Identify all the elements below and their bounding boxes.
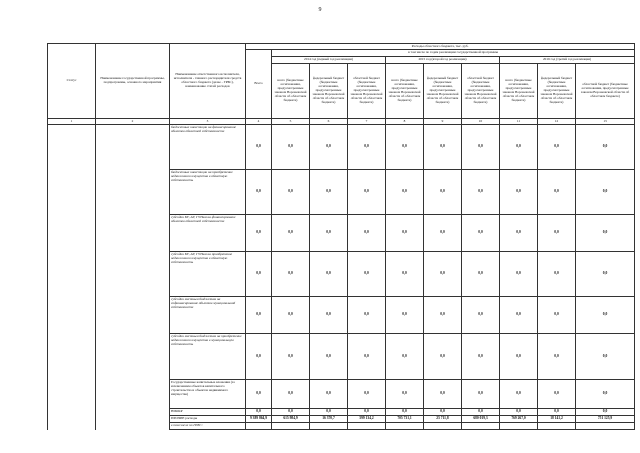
value-cell: 0,0 [500,215,538,252]
program-cell [96,334,170,380]
status-cell [48,215,96,252]
value-cell: 0,0 [462,380,500,409]
value-cell [246,423,272,430]
status-cell [48,334,96,380]
row-label: НИОКР [170,409,246,416]
value-cell: 18 141,2 [538,416,576,423]
value-cell: 0,0 [538,125,576,170]
status-cell [48,423,96,430]
value-cell: 0,0 [500,409,538,416]
value-cell: 0,0 [348,215,386,252]
value-cell: 0,0 [538,334,576,380]
header-y3-federal: федеральный бюджет (бюджетные ассигнования, предусмотренные законом Воронежской области об областном бюджете) [538,64,576,119]
value-cell [424,423,462,430]
value-cell: 0,0 [272,297,310,334]
value-cell: 0,0 [462,170,500,215]
table-row [48,297,635,334]
value-cell: 0,0 [386,409,424,416]
header-y3-regional: областной бюджет (бюджетные ассигнования, предусмотренные законом Воронежской области об областном бюджете) [576,64,635,119]
status-cell [48,170,96,215]
value-cell: 0,0 [538,297,576,334]
value-cell: 0,0 [348,170,386,215]
value-cell [272,423,310,430]
value-cell: 0,0 [462,215,500,252]
table-row [48,215,635,252]
column-number: 9 [424,119,462,125]
value-cell: 0,0 [310,297,348,334]
column-number: 6 [310,119,348,125]
value-cell: 0,0 [272,409,310,416]
value-cell: 0,0 [310,252,348,297]
value-cell: 705 731,1 [386,416,424,423]
value-cell: 0,0 [424,297,462,334]
header-total: Всего [246,50,272,119]
row-label: бюджетные инвестиции на финансирование объектов областной собственности [170,125,246,170]
value-cell: 0,0 [424,334,462,380]
value-cell: 0,0 [246,409,272,416]
value-cell: 0,0 [576,252,635,297]
table-row [48,170,635,215]
value-cell: 0,0 [310,170,348,215]
value-cell: 25 711,8 [424,416,462,423]
value-cell: 0,0 [386,297,424,334]
status-cell [48,409,96,416]
value-cell: 0,0 [348,380,386,409]
header-y2-regional: областной бюджет (бюджетные ассигнования, предусмотренные законом Воронежской области об областном бюджете) [462,64,500,119]
value-cell: 0,0 [424,380,462,409]
value-cell [538,423,576,430]
value-cell: 16 370,7 [310,416,348,423]
value-cell [386,423,424,430]
value-cell: 0,0 [576,215,635,252]
value-cell: 615 984,9 [272,416,310,423]
value-cell: 0,0 [386,380,424,409]
column-number: 5 [272,119,310,125]
value-cell: 0,0 [500,334,538,380]
value-cell: 0,0 [310,125,348,170]
header-y1-regional: областной бюджет (бюджетные ассигнования, предусмотренные законом Воронежской области об областном бюджете) [348,64,386,119]
value-cell: 0,0 [310,380,348,409]
value-cell: 680 019,3 [462,416,500,423]
program-cell [96,297,170,334]
value-cell: 0,0 [272,252,310,297]
table-row [48,125,635,170]
value-cell: 0,0 [424,409,462,416]
row-label: ПРОЧИЕ расходы [170,416,246,423]
value-cell: 0,0 [272,215,310,252]
value-cell: 0,0 [500,252,538,297]
value-cell: 0,0 [246,334,272,380]
value-cell: 0,0 [272,334,310,380]
value-cell [462,423,500,430]
program-cell [96,215,170,252]
value-cell: 0,0 [348,125,386,170]
row-label: бюджетные инвестиции на приобретение недвижимого имущества в областную собственность [170,170,246,215]
value-cell: 0,0 [538,252,576,297]
value-cell [576,423,635,430]
table-row [48,334,635,380]
value-cell: 0,0 [576,334,635,380]
header-y1-federal: федеральный бюджет (бюджетные ассигнования, предусмотренные законом Воронежской области об областном бюджете) [310,64,348,119]
value-cell [310,423,348,430]
value-cell: 0,0 [272,170,310,215]
column-number: 7 [348,119,386,125]
value-cell: 0,0 [500,170,538,215]
value-cell: 0,0 [246,380,272,409]
row-label: в том числе по ГРБС: [170,423,246,430]
value-cell: 0,0 [272,125,310,170]
value-cell: 0,0 [576,380,635,409]
value-cell: 9 389 864,9 [246,416,272,423]
table-row [48,416,635,423]
row-label: субсидии БУ, АУ, ГУПам на приобретение недвижимого имущества в областную собственность [170,252,246,297]
header-y1-all: всего (бюджетные ассигнования, предусмотренные законом Воронежской области об областном бюджете) [272,64,310,119]
program-cell [96,409,170,416]
value-cell: 0,0 [310,334,348,380]
value-cell: 0,0 [386,215,424,252]
value-cell: 0,0 [246,297,272,334]
header-y3-all: всего (бюджетные ассигнования, предусмотренные законом Воронежской области об областном бюджете) [500,64,538,119]
value-cell: 0,0 [348,334,386,380]
status-cell [48,125,96,170]
value-cell: 0,0 [462,297,500,334]
header-y2-all: всего (бюджетные ассигнования, предусмотренные законом Воронежской области об областном бюджете) [386,64,424,119]
program-cell [96,416,170,423]
value-cell: 0,0 [576,125,635,170]
status-cell [48,416,96,423]
column-number: 8 [386,119,424,125]
column-number: 1 [48,119,96,125]
row-label: субсидии местным бюджетам на софинансирование объектов муниципальной собственности [170,297,246,334]
page-number: 9 [318,7,322,13]
table-row [48,252,635,297]
value-cell: 0,0 [348,297,386,334]
header-responsible: Наименование ответственного исполнителя, исполнителя - главного распорядителя средств областного бюджета (далее - ГРБС), наименование статей расходов [170,44,246,119]
value-cell: 0,0 [424,252,462,297]
value-cell: 0,0 [576,409,635,416]
value-cell: 0,0 [246,215,272,252]
program-cell [96,252,170,297]
program-cell [96,170,170,215]
value-cell: 0,0 [424,170,462,215]
value-cell: 0,0 [538,380,576,409]
row-label: Государственные капитальные вложения (за исключением объектов капитального строительства и объектов недвижимого имущества) [170,380,246,409]
value-cell: 0,0 [348,252,386,297]
value-cell: 0,0 [424,125,462,170]
value-cell: 0,0 [500,125,538,170]
status-cell [48,380,96,409]
value-cell: 0,0 [386,125,424,170]
value-cell: 0,0 [462,334,500,380]
header-y2-federal: федеральный бюджет (бюджетные ассигнования, предусмотренные законом Воронежской области об областном бюджете) [424,64,462,119]
value-cell: 0,0 [246,125,272,170]
program-cell [96,423,170,430]
budget-table [47,43,635,430]
value-cell: 0,0 [246,170,272,215]
column-number: 2 [96,119,170,125]
value-cell: 0,0 [310,215,348,252]
value-cell: 0,0 [462,252,500,297]
column-number: 13 [576,119,635,125]
column-number: 11 [500,119,538,125]
column-number: 4 [246,119,272,125]
table-row [48,409,635,416]
header-status: Статус [48,44,96,119]
column-number: 10 [462,119,500,125]
value-cell: 751 125,9 [576,416,635,423]
value-cell: 0,0 [348,409,386,416]
value-cell: 0,0 [538,170,576,215]
value-cell: 0,0 [462,409,500,416]
value-cell: 0,0 [386,170,424,215]
value-cell: 0,0 [500,297,538,334]
value-cell: 0,0 [310,409,348,416]
header-indicators: Расходы областного бюджета, тыс. руб. [246,44,635,50]
value-cell: 0,0 [386,334,424,380]
status-cell [48,252,96,297]
value-cell: 0,0 [576,297,635,334]
value-cell: 0,0 [538,215,576,252]
value-cell: 0,0 [576,170,635,215]
value-cell: 769 267,0 [500,416,538,423]
value-cell: 0,0 [538,409,576,416]
status-cell [48,297,96,334]
value-cell: 599 134,2 [348,416,386,423]
value-cell: 0,0 [500,380,538,409]
row-label: субсидии БУ, АУ, ГУПам на финансирование объектов областной собственности [170,215,246,252]
header-program-name: Наименование государственной программы, подпрограммы, основного мероприятия [96,44,170,119]
header-year-3: 2016 год (третий год реализации) [500,57,635,64]
value-cell [348,423,386,430]
value-cell [500,423,538,430]
header-year-1: 2014 год (первый год реализации) [272,57,386,64]
value-cell: 0,0 [462,125,500,170]
value-cell: 0,0 [272,380,310,409]
row-label: субсидии местным бюджетам на приобретение недвижимого имущества в муниципальную собственность [170,334,246,380]
value-cell: 0,0 [386,252,424,297]
value-cell: 0,0 [424,215,462,252]
value-cell: 0,0 [246,252,272,297]
column-number: 12 [538,119,576,125]
program-cell [96,125,170,170]
table-row [48,380,635,409]
header-year-2: 2015 год (второй год реализации) [386,57,500,64]
column-number: 3 [170,119,246,125]
table-row [48,423,635,430]
program-cell [96,380,170,409]
header-incl-years: в том числе по годам реализации государственной программы [272,50,635,57]
